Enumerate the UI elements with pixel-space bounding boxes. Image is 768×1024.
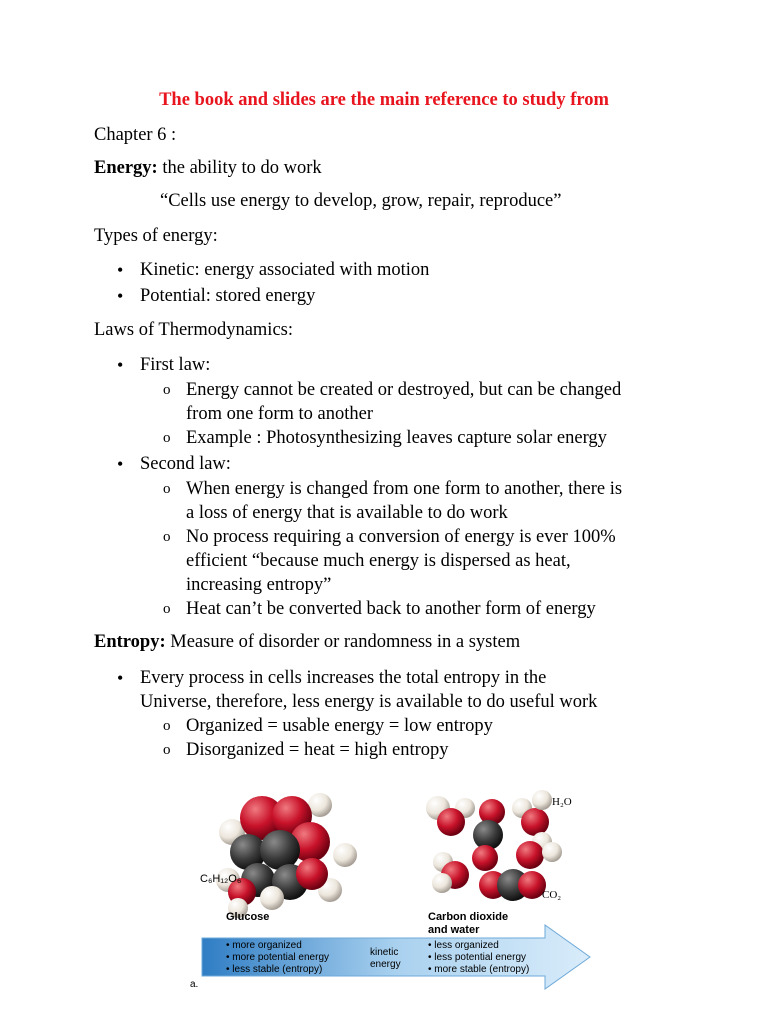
co2-water-title-line-2: and water (428, 924, 480, 936)
circle-bullet-icon: o (163, 601, 171, 617)
second-law-point-1-line-1: When energy is changed from one form to another, there is (186, 479, 623, 499)
energy-definition (94, 157, 322, 179)
kinetic-label: kinetic (370, 947, 399, 958)
water-label: H₂O (552, 796, 572, 808)
entropy-term: Entropy: (94, 632, 166, 652)
first-law-point-2: Example : Photosynthesizing leaves capture solar energy (186, 428, 607, 448)
co2-water-molecules-image (426, 790, 562, 901)
circle-bullet-icon: o (163, 382, 171, 398)
co2-label: CO₂ (542, 889, 562, 901)
circle-bullet-icon: o (163, 529, 171, 545)
laws-title: Laws of Thermodynamics: (94, 320, 294, 340)
energy-quote: “Cells use energy to develop, grow, repair, reproduce” (160, 191, 562, 211)
type-kinetic: Kinetic: energy associated with motion (140, 260, 430, 280)
page-heading: The book and slides are the main reference to study from (159, 90, 609, 110)
bullet-icon: • (117, 668, 124, 688)
glucose-property-2: • more potential energy (226, 952, 330, 963)
glucose-formula-label: C₆H₁₂O₆ (200, 873, 242, 885)
energy-label: energy (370, 959, 401, 970)
second-law-point-2-line-2: efficient “because much energy is dispersed as heat, (186, 551, 571, 571)
circle-bullet-icon: o (163, 718, 171, 734)
type-potential: Potential: stored energy (140, 286, 316, 306)
circle-bullet-icon: o (163, 481, 171, 497)
bullet-icon: • (117, 286, 124, 306)
co2-water-property-2: • less potential energy (428, 952, 527, 963)
first-law-point-1-line-1: Energy cannot be created or destroyed, but can be changed (186, 380, 622, 400)
glucose-property-3: • less stable (entropy) (226, 964, 323, 975)
bullet-icon: • (117, 355, 124, 375)
glucose-to-co2-water-figure (180, 780, 600, 995)
second-law-label: Second law: (140, 454, 231, 474)
chapter-label: Chapter 6 : (94, 125, 177, 145)
co2-water-property-1: • less organized (428, 940, 499, 951)
entropy-sub-organized: Organized = usable energy = low entropy (186, 716, 493, 736)
second-law-point-2-line-1: No process requiring a conversion of energy is ever 100% (186, 527, 616, 547)
co2-water-title-line-1: Carbon dioxide (428, 911, 509, 923)
second-law-point-3: Heat can’t be converted back to another form of energy (186, 599, 596, 619)
entropy-point-line-2: Universe, therefore, less energy is available to do useful work (140, 692, 598, 712)
entropy-definition-text: Measure of disorder or randomness in a system (170, 632, 521, 652)
figure-panel-label: a. (190, 979, 199, 990)
first-law-point-1-line-2: from one form to another (186, 404, 373, 424)
second-law-point-2-line-3: increasing entropy” (186, 575, 332, 595)
entropy-definition (94, 631, 520, 653)
first-law-label: First law: (140, 355, 211, 375)
circle-bullet-icon: o (163, 742, 171, 758)
second-law-point-1-line-2: a loss of energy that is available to do work (186, 503, 508, 523)
entropy-point-line-1: Every process in cells increases the total entropy in the (140, 668, 547, 688)
energy-definition-text: the ability to do work (162, 158, 322, 178)
types-title: Types of energy: (94, 226, 218, 246)
glucose-molecule-image (216, 793, 357, 918)
entropy-sub-disorganized: Disorganized = heat = high entropy (186, 740, 449, 760)
energy-term: Energy: (94, 158, 158, 178)
circle-bullet-icon: o (163, 430, 171, 446)
glucose-property-1: • more organized (226, 940, 302, 951)
bullet-icon: • (117, 454, 124, 474)
bullet-icon: • (117, 260, 124, 280)
co2-water-property-3: • more stable (entropy) (428, 964, 530, 975)
glucose-title: Glucose (226, 911, 270, 923)
